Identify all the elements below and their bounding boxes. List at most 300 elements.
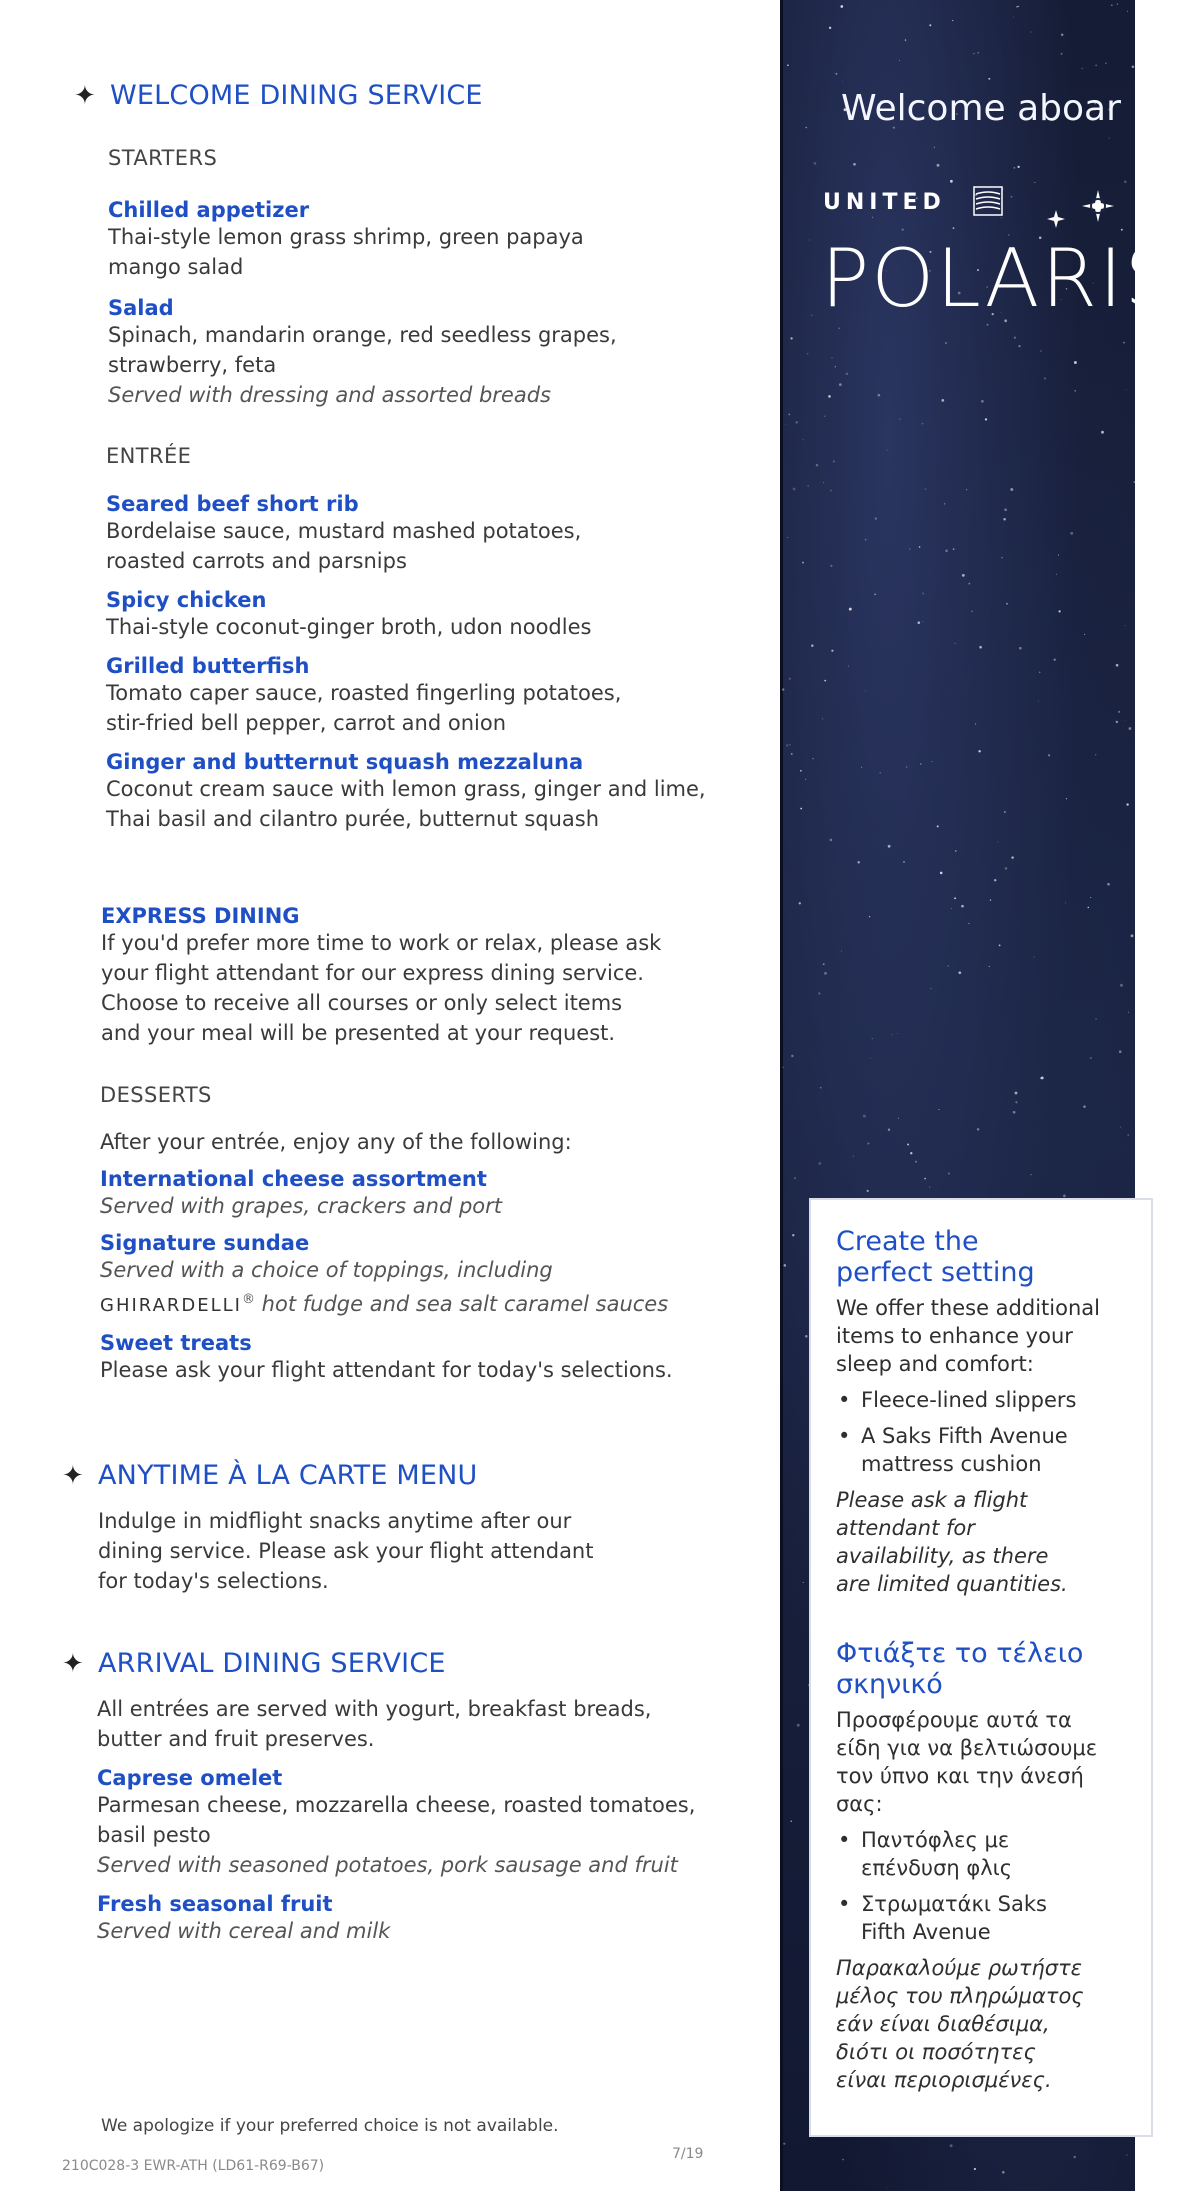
star-dot bbox=[865, 539, 867, 541]
amenities-intro-line: items to enhance your bbox=[836, 1324, 1073, 1348]
dish-name: Caprese omelet bbox=[97, 1766, 283, 1790]
dish-desc-line: Parmesan cheese, mozzarella cheese, roasted tomatoes, bbox=[97, 1793, 696, 1817]
dish-name: Grilled butterfish bbox=[106, 654, 310, 678]
welcome-dining-heading: ✦ WELCOME DINING SERVICE bbox=[74, 80, 483, 111]
dish-desc-line: Thai-style coconut-ginger broth, udon noodles bbox=[106, 615, 592, 639]
star-dot bbox=[929, 24, 931, 26]
star-dot bbox=[1013, 1111, 1016, 1114]
star-dot bbox=[1125, 625, 1126, 626]
dish-name: Seared beef short rib bbox=[106, 492, 359, 516]
amenities-title-line: Φτιάξτε το τέλειο bbox=[836, 1638, 1084, 1669]
star-dot bbox=[872, 217, 873, 218]
star-dot bbox=[944, 503, 945, 504]
star-dot bbox=[814, 162, 817, 165]
star-dot bbox=[922, 423, 924, 425]
amenities-list bbox=[836, 1826, 1146, 1946]
star-dot bbox=[888, 1129, 890, 1131]
star-dot bbox=[1001, 217, 1002, 218]
star-dot bbox=[1126, 389, 1127, 390]
amenities-intro-line: σας: bbox=[836, 1792, 883, 1816]
dish-name: Fresh seasonal fruit bbox=[97, 1892, 333, 1916]
star-dot bbox=[867, 1190, 869, 1192]
star-dot bbox=[865, 690, 866, 691]
star-dot bbox=[1039, 672, 1041, 674]
star-dot bbox=[1038, 701, 1039, 702]
star-dot bbox=[1134, 481, 1136, 483]
star-dot bbox=[988, 78, 990, 80]
star-dot bbox=[1063, 1195, 1066, 1198]
star-dot bbox=[1018, 345, 1020, 347]
express-dining-title: EXPRESS DINING bbox=[101, 904, 300, 928]
star-dot bbox=[1083, 1105, 1086, 1108]
star-dot bbox=[805, 1335, 808, 1338]
polaris-cover-panel bbox=[780, 0, 1177, 2191]
star-dot bbox=[966, 489, 967, 490]
star-dot bbox=[931, 761, 932, 762]
dish-desc-line: basil pesto bbox=[97, 1823, 211, 1847]
print-code: 210C028-3 EWR-ATH (LD61-R69-B67) bbox=[62, 2158, 325, 2174]
amenities-intro-line: We offer these additional bbox=[836, 1296, 1100, 1320]
star-dot bbox=[1109, 138, 1110, 139]
dish-name: Spicy chicken bbox=[106, 588, 267, 612]
united-wordmark: UNITED bbox=[823, 190, 946, 215]
star-dot bbox=[830, 839, 833, 842]
amenities-intro-line: sleep and comfort: bbox=[836, 1352, 1034, 1376]
star-dot bbox=[947, 965, 949, 967]
star-dot bbox=[838, 327, 840, 329]
star-dot bbox=[824, 416, 825, 417]
ghirardelli-brand: GHIRARDELLI bbox=[100, 1295, 242, 1316]
star-dot bbox=[973, 53, 974, 54]
dish-desc-line: Coconut cream sauce with lemon grass, ginger and lime, bbox=[106, 777, 706, 801]
star-dot bbox=[888, 845, 891, 848]
star-dot bbox=[909, 548, 910, 549]
star-dot bbox=[903, 861, 905, 863]
anytime-line: dining service. Please ask your flight attendant bbox=[98, 1539, 594, 1563]
anytime-heading: ✦ ANYTIME À LA CARTE MENU bbox=[62, 1460, 478, 1491]
amenities-note-line: διότι οι ποσότητες bbox=[836, 2040, 1036, 2064]
star-dot bbox=[1073, 2156, 1075, 2158]
star-dot bbox=[1040, 350, 1041, 351]
amenities-title-line: perfect setting bbox=[836, 1257, 1035, 1288]
star-dot bbox=[802, 562, 804, 564]
star-dot bbox=[813, 758, 814, 759]
star-dot bbox=[820, 1087, 822, 1089]
star-dot bbox=[905, 39, 906, 40]
star-dot bbox=[945, 342, 947, 344]
star-dot bbox=[937, 825, 939, 827]
star-dot bbox=[786, 744, 788, 746]
star-dot bbox=[835, 73, 837, 75]
arrival-heading: ✦ ARRIVAL DINING SERVICE bbox=[62, 1648, 446, 1679]
star-dot bbox=[824, 680, 826, 682]
amenities-greek bbox=[836, 1638, 1146, 2094]
star-dot bbox=[1132, 66, 1135, 69]
star-dot bbox=[788, 413, 790, 415]
dish-desc-line: Bordelaise sauce, mustard mashed potatoes, bbox=[106, 519, 582, 543]
dish-note: Served with grapes, crackers and port bbox=[100, 1194, 502, 1218]
amenities-list bbox=[836, 1386, 1146, 1478]
star-dot bbox=[1066, 798, 1067, 799]
star-dot bbox=[899, 60, 900, 61]
arrival-intro-line: All entrées are served with yogurt, breakfast breads, bbox=[97, 1697, 652, 1721]
star-dot bbox=[997, 841, 998, 842]
amenities-title-line: Create the bbox=[836, 1226, 979, 1257]
dish-note: Served with seasoned potatoes, pork sausage and fruit bbox=[97, 1853, 678, 1877]
anytime-section bbox=[98, 1506, 758, 1596]
star-dot bbox=[1003, 518, 1006, 521]
dish-desc-line: strawberry, feta bbox=[108, 353, 277, 377]
star-dot bbox=[951, 908, 952, 909]
star-dot bbox=[941, 399, 944, 402]
star-dot bbox=[818, 1162, 821, 1165]
star-dot bbox=[1011, 196, 1013, 198]
star-dot bbox=[808, 485, 809, 486]
amenities-intro-line: είδη για να βελτιώσουμε bbox=[836, 1736, 1098, 1760]
anytime-line: for today's selections. bbox=[98, 1569, 329, 1593]
star-dot bbox=[1118, 711, 1120, 713]
star-dot bbox=[1117, 3, 1119, 5]
star-dot bbox=[968, 583, 970, 585]
star-dot bbox=[979, 646, 982, 649]
star-dot bbox=[790, 337, 792, 339]
star-dot bbox=[937, 164, 940, 167]
star-dot bbox=[824, 972, 827, 975]
star-dot bbox=[789, 744, 790, 745]
amenities-note-line: Παρακαλούμε ρωτήστε bbox=[836, 1956, 1083, 1980]
star-dot bbox=[800, 808, 802, 810]
star-dot bbox=[919, 546, 920, 547]
amenities-intro-line: τον ύπνο και την άνεσή bbox=[836, 1764, 1084, 1788]
star-dot bbox=[1014, 337, 1016, 339]
star-dot bbox=[990, 899, 991, 900]
star-dot bbox=[1013, 167, 1015, 169]
star-dot bbox=[1116, 721, 1118, 723]
star-dot bbox=[977, 52, 979, 54]
star-dot bbox=[985, 418, 987, 420]
star-dot bbox=[811, 644, 814, 647]
dish-desc-line: mango salad bbox=[108, 255, 244, 279]
star-dot bbox=[1107, 883, 1110, 886]
star-dot bbox=[805, 127, 807, 129]
star-dot bbox=[1127, 11, 1128, 12]
star-dot bbox=[1127, 1134, 1129, 1136]
star-dot bbox=[906, 767, 907, 768]
star-dot bbox=[1126, 803, 1128, 805]
star-dot bbox=[950, 180, 953, 183]
anytime-line: Indulge in midflight snacks anytime after our bbox=[98, 1509, 572, 1533]
star-dot bbox=[784, 1264, 787, 1267]
entree-label: ENTRÉE bbox=[106, 444, 192, 468]
desserts-intro: After your entrée, enjoy any of the following: bbox=[100, 1130, 572, 1154]
star-dot bbox=[842, 2159, 844, 2161]
star-dot bbox=[823, 963, 825, 965]
star-dot bbox=[891, 1034, 892, 1035]
star-dot bbox=[955, 850, 957, 852]
four-point-star-icon: ✦ bbox=[74, 81, 96, 111]
star-dot bbox=[783, 2143, 785, 2145]
desserts-label: DESSERTS bbox=[100, 1083, 212, 1107]
star-dot bbox=[1090, 1057, 1092, 1059]
star-dot bbox=[975, 723, 976, 724]
amenity-item: • Στρωματάκι Saks Fifth Avenue bbox=[836, 1890, 1146, 1946]
star-dot bbox=[872, 1038, 873, 1039]
star-dot bbox=[1018, 6, 1019, 7]
star-dot bbox=[907, 1143, 909, 1145]
star-dot bbox=[863, 1115, 866, 1118]
star-dot bbox=[879, 772, 881, 774]
registered-mark: ® bbox=[242, 1292, 255, 1307]
star-dot bbox=[789, 678, 791, 680]
star-dot bbox=[994, 879, 996, 881]
star-dot bbox=[1030, 1174, 1031, 1175]
star-dot bbox=[887, 450, 888, 451]
star-dot bbox=[795, 421, 798, 424]
star-dot bbox=[1019, 647, 1022, 650]
amenities-intro-line: Προσφέρουμε αυτά τα bbox=[836, 1708, 1072, 1732]
star-dot bbox=[1013, 16, 1014, 17]
star-dot bbox=[790, 1820, 791, 1821]
star-dot bbox=[1125, 720, 1126, 721]
star-dot bbox=[1084, 634, 1085, 635]
apology-note: We apologize if your preferred choice is not available. bbox=[101, 2116, 559, 2136]
star-dot bbox=[962, 574, 965, 577]
star-dot bbox=[929, 1186, 930, 1187]
dish-note: Served with a choice of toppings, including bbox=[100, 1258, 553, 1282]
star-dot bbox=[978, 750, 980, 752]
star-dot bbox=[1034, 182, 1035, 183]
star-dot bbox=[1082, 68, 1083, 69]
amenities-note-line: availability, as there bbox=[836, 1544, 1049, 1568]
star-dot bbox=[867, 1142, 869, 1144]
star-dot bbox=[977, 1128, 979, 1130]
dish-desc-line: Spinach, mandarin orange, red seedless grapes, bbox=[108, 323, 617, 347]
sundae-note-rest: hot fudge and sea salt caramel sauces bbox=[255, 1292, 669, 1316]
polaris-wordmark: POLARIS bbox=[821, 232, 1177, 325]
star-dot bbox=[1061, 53, 1063, 55]
star-dot bbox=[791, 1055, 794, 1058]
star-dot bbox=[1033, 956, 1034, 957]
star-dot bbox=[1056, 574, 1057, 575]
star-dot bbox=[952, 20, 953, 21]
star-dot bbox=[799, 902, 801, 904]
star-dot bbox=[922, 592, 924, 594]
star-dot bbox=[899, 418, 900, 419]
star-dot bbox=[823, 482, 824, 483]
amenities-card bbox=[811, 1200, 1151, 2135]
express-dining-section bbox=[101, 904, 761, 1048]
star-dot bbox=[794, 1177, 796, 1179]
star-dot bbox=[1126, 2155, 1127, 2156]
star-dot bbox=[853, 1155, 855, 1157]
express-line: If you'd prefer more time to work or relax, please ask bbox=[101, 931, 662, 955]
star-dot bbox=[898, 1118, 899, 1119]
express-line: and your meal will be presented at your request. bbox=[101, 1021, 616, 1045]
amenity-item: • A Saks Fifth Avenue mattress cushion bbox=[836, 1422, 1146, 1478]
star-dot bbox=[1015, 1101, 1017, 1103]
arrival-intro-line: butter and fruit preserves. bbox=[97, 1727, 375, 1751]
star-dot bbox=[1016, 6, 1018, 8]
four-point-star-icon: ✦ bbox=[62, 1649, 84, 1679]
star-dot bbox=[1011, 856, 1013, 858]
star-dot bbox=[830, 565, 832, 567]
star-dot bbox=[950, 2144, 953, 2147]
star-dot bbox=[953, 227, 955, 229]
star-dot bbox=[782, 1067, 784, 1069]
star-dot bbox=[1123, 342, 1125, 344]
amenities-note-line: Please ask a flight bbox=[836, 1488, 1028, 1512]
star-dot bbox=[1054, 659, 1056, 661]
star-dot bbox=[858, 861, 860, 863]
star-dot bbox=[1087, 907, 1089, 909]
star-dot bbox=[1095, 1018, 1097, 1020]
star-dot bbox=[958, 971, 961, 974]
dish-desc-line: Please ask your flight attendant for today's selections. bbox=[100, 1358, 673, 1382]
amenities-note-line: attendant for bbox=[836, 1516, 975, 1540]
star-dot bbox=[945, 549, 948, 552]
star-dot bbox=[839, 383, 842, 386]
star-dot bbox=[1124, 180, 1127, 183]
star-dot bbox=[1058, 554, 1059, 555]
star-dot bbox=[822, 718, 823, 719]
star-dot bbox=[923, 621, 924, 622]
express-line: Choose to receive all courses or only select items bbox=[101, 991, 623, 1015]
star-dot bbox=[953, 548, 955, 550]
star-dot bbox=[1015, 1092, 1018, 1095]
star-dot bbox=[1095, 754, 1096, 755]
star-dot bbox=[1002, 2171, 1005, 2174]
star-dot bbox=[940, 872, 943, 875]
star-dot bbox=[841, 950, 842, 951]
dish-desc-line: roasted carrots and parsnips bbox=[106, 549, 407, 573]
star-dot bbox=[1128, 1012, 1129, 1013]
star-dot bbox=[1017, 166, 1019, 168]
star-dot bbox=[875, 517, 877, 519]
starters-label: STARTERS bbox=[108, 146, 218, 170]
star-dot bbox=[1001, 557, 1003, 559]
four-point-star-icon: ✦ bbox=[62, 1461, 84, 1491]
star-dot bbox=[948, 1172, 950, 1174]
star-dot bbox=[869, 916, 870, 917]
star-dot bbox=[930, 988, 932, 990]
star-dot bbox=[808, 1684, 810, 1686]
star-dot bbox=[961, 905, 964, 908]
star-dot bbox=[917, 621, 920, 624]
star-dot bbox=[1030, 31, 1031, 32]
star-dot bbox=[924, 1178, 926, 1180]
dish-name: Signature sundae bbox=[100, 1231, 310, 1255]
star-dot bbox=[835, 366, 836, 367]
dish-note: Served with cereal and milk bbox=[97, 1919, 391, 1943]
star-dot bbox=[971, 611, 973, 613]
star-dot bbox=[1065, 902, 1066, 903]
star-dot bbox=[831, 650, 833, 652]
star-dot bbox=[829, 27, 831, 29]
star-dot bbox=[886, 2187, 887, 2188]
star-dot bbox=[793, 488, 796, 491]
entree-section bbox=[106, 444, 766, 834]
star-dot bbox=[811, 315, 812, 316]
dish-desc-line: Thai basil and cilantro purée, butternut squash bbox=[106, 807, 600, 831]
united-globe-icon bbox=[973, 186, 1003, 216]
star-dot bbox=[1041, 1076, 1044, 1079]
star-dot bbox=[797, 1724, 800, 1727]
star-dot bbox=[989, 966, 990, 967]
amenities-note-line: μέλος του πληρώματος bbox=[836, 1984, 1084, 2008]
star-dot bbox=[785, 424, 786, 425]
star-dot bbox=[805, 779, 806, 780]
star-dot bbox=[848, 666, 849, 667]
star-dot bbox=[849, 608, 852, 611]
star-dot bbox=[870, 1058, 871, 1059]
star-dot bbox=[782, 688, 784, 690]
dish-name: International cheese assortment bbox=[100, 1167, 487, 1191]
star-dot bbox=[968, 923, 969, 924]
star-dot bbox=[878, 394, 881, 397]
star-dot bbox=[840, 5, 843, 8]
star-dot bbox=[910, 1152, 912, 1154]
star-dot bbox=[1105, 62, 1107, 64]
star-dot bbox=[842, 81, 843, 82]
desserts-section bbox=[100, 1083, 760, 1385]
star-dot bbox=[1048, 754, 1050, 756]
star-dot bbox=[1128, 727, 1131, 730]
star-dot bbox=[1005, 867, 1008, 870]
dish-name: Ginger and butternut squash mezzaluna bbox=[106, 750, 584, 774]
amenity-item: • Παντόφλες με επένδυση φλις bbox=[836, 1826, 1146, 1882]
star-dot bbox=[1119, 1050, 1122, 1053]
dish-name: Sweet treats bbox=[100, 1331, 252, 1355]
star-dot bbox=[787, 537, 788, 538]
star-dot bbox=[934, 147, 935, 148]
dish-desc-line: Tomato caper sauce, roasted fingerling potatoes, bbox=[106, 681, 622, 705]
dish-desc-line: Thai-style lemon grass shrimp, green papaya bbox=[108, 225, 584, 249]
star-dot bbox=[902, 228, 904, 230]
dish-note bbox=[100, 1285, 760, 1321]
star-dot bbox=[1074, 361, 1077, 364]
dish-desc-line: stir-fried bell pepper, carrot and onion bbox=[106, 711, 507, 735]
star-dot bbox=[897, 1033, 898, 1034]
arrival-section bbox=[97, 1694, 767, 1946]
star-dot bbox=[816, 464, 819, 467]
print-date: 7/19 bbox=[672, 2146, 704, 2162]
star-dot bbox=[1120, 984, 1123, 987]
amenities-title-line: σκηνικό bbox=[836, 1669, 943, 1700]
star-dot bbox=[1044, 377, 1046, 379]
star-dot bbox=[1058, 610, 1060, 612]
star-dot bbox=[925, 488, 927, 490]
star-dot bbox=[939, 1109, 940, 1110]
star-dot bbox=[830, 490, 832, 492]
dish-name: Chilled appetizer bbox=[108, 198, 310, 222]
star-dot bbox=[1006, 603, 1008, 605]
star-dot bbox=[828, 395, 831, 398]
starters-section bbox=[108, 146, 748, 410]
star-dot bbox=[791, 753, 793, 755]
star-dot bbox=[1070, 532, 1073, 535]
amenities-note-line: είναι περιορισμένες. bbox=[836, 2068, 1052, 2092]
star-dot bbox=[1111, 4, 1113, 6]
dish-note: Served with dressing and assorted breads bbox=[108, 383, 551, 407]
amenities-note-line: are limited quantities. bbox=[836, 1572, 1068, 1596]
star-dot bbox=[807, 353, 808, 354]
star-dot bbox=[831, 357, 832, 358]
dish-name: Salad bbox=[108, 296, 174, 320]
star-dot bbox=[800, 770, 802, 772]
star-dot bbox=[861, 767, 862, 768]
star-dot bbox=[1120, 1127, 1121, 1128]
star-dot bbox=[1074, 390, 1076, 392]
